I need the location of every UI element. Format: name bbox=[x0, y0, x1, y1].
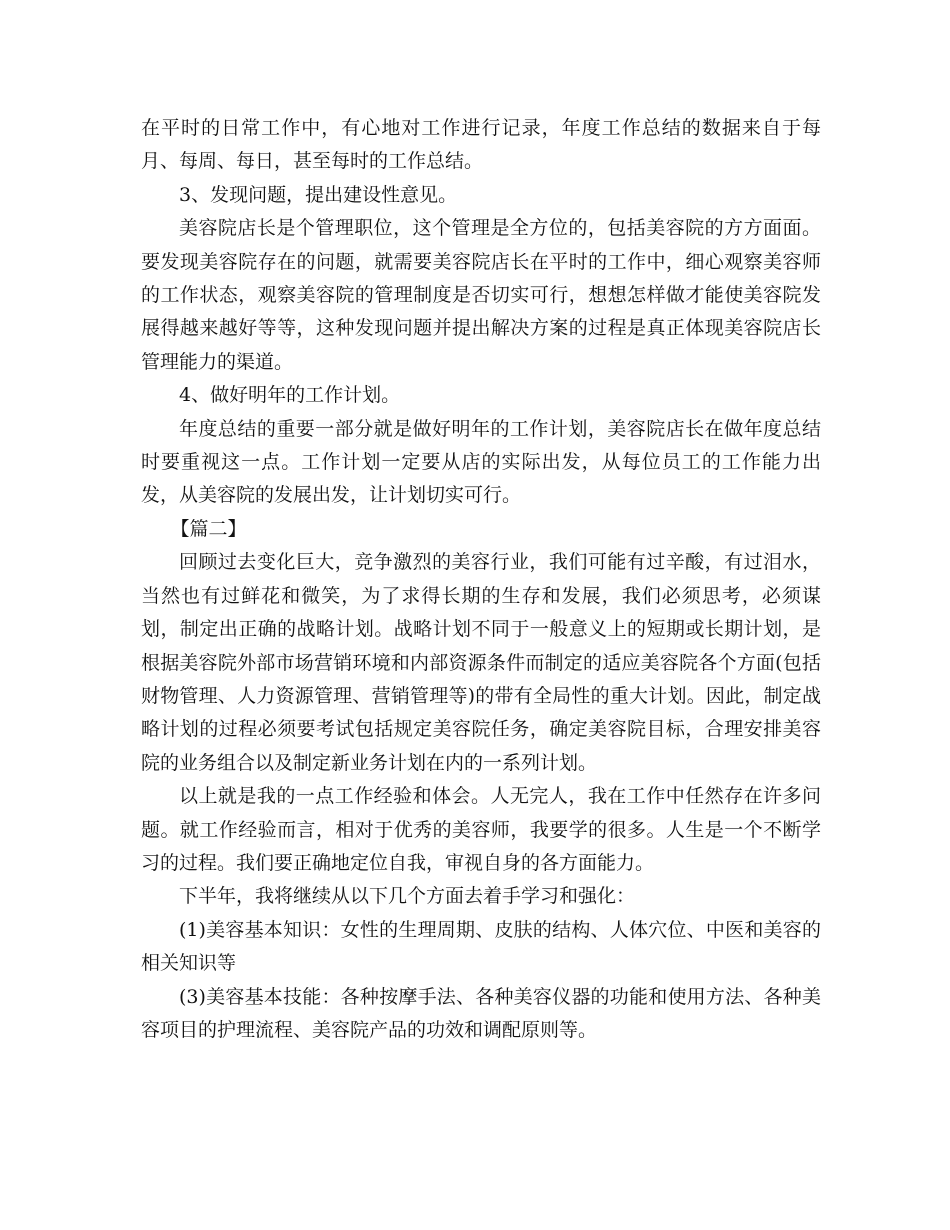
document-page bbox=[141, 112, 821, 1047]
paragraph-manager-role: 美容院店长是个管理职位，这个管理是全方位的，包括美容院的方方面面。要发现美容院存在的问题，就需要美容院店长在平时的工作中，细心观察美容师的工作状态，观察美容院的管理制度是否切实可行，想想怎样做才能使美容院发展得越来越好等等，这种发现问题并提出解决方案的过程是真正体现美容院店长管理能力的渠道。 bbox=[141, 217, 821, 373]
paragraph-strategy-plan: 回顾过去变化巨大，竞争激烈的美容行业，我们可能有过辛酸，有过泪水，当然也有过鲜花和微笑，为了求得长期的生存和发展，我们必须思考，必须谋划，制定出正确的战略计划。战略计划不同于一般意义上的短期或长期计划，是根据美容院外部市场营销环境和内部资源条件而制定的适应美容院各个方面(包括财物管理、人力资源管理、营销管理等)的带有全局性的重大计划。因此，制定战略计划的过程必须要考试包括规定美容院任务，确定美容院目标，合理安排美容院的业务组合以及制定新业务计划在内的一系列计划。 bbox=[141, 551, 821, 774]
paragraph-second-half-intro: 下半年，我将继续从以下几个方面去着手学习和强化： bbox=[179, 885, 636, 908]
heading-next-year-plan: 4、做好明年的工作计划。 bbox=[179, 384, 401, 407]
paragraph-experience: 以上就是我的一点工作经验和体会。人无完人，我在工作中任然存在许多问题。就工作经验而言，相对于优秀的美容师，我要学的很多。人生是一个不断学习的过程。我们要正确地定位自我，审视自身的各方面能力。 bbox=[141, 785, 821, 874]
heading-find-problems: 3、发现问题，提出建设性意见。 bbox=[179, 183, 458, 206]
section-title-part-two: 【篇二】 bbox=[170, 517, 247, 540]
paragraph-annual-summary-plan: 年度总结的重要一部分就是做好明年的工作计划，美容院店长在做年度总结时要重视这一点。工作计划一定要从店的实际出发，从每位员工的工作能力出发，从美容院的发展出发，让计划切实可行。 bbox=[141, 417, 821, 507]
paragraph-continued-records: 在平时的日常工作中，有心地对工作进行记录，年度工作总结的数据来自于每月、每周、每日，甚至每时的工作总结。 bbox=[141, 117, 821, 173]
list-item-basic-skills: (3)美容基本技能：各种按摩手法、各种美容仪器的功能和使用方法、各种美容项目的护理流程、美容院产品的功效和调配原则等。 bbox=[141, 985, 821, 1041]
list-item-basic-knowledge: (1)美容基本知识：女性的生理周期、皮肤的结构、人体穴位、中医和美容的相关知识等 bbox=[141, 918, 821, 975]
